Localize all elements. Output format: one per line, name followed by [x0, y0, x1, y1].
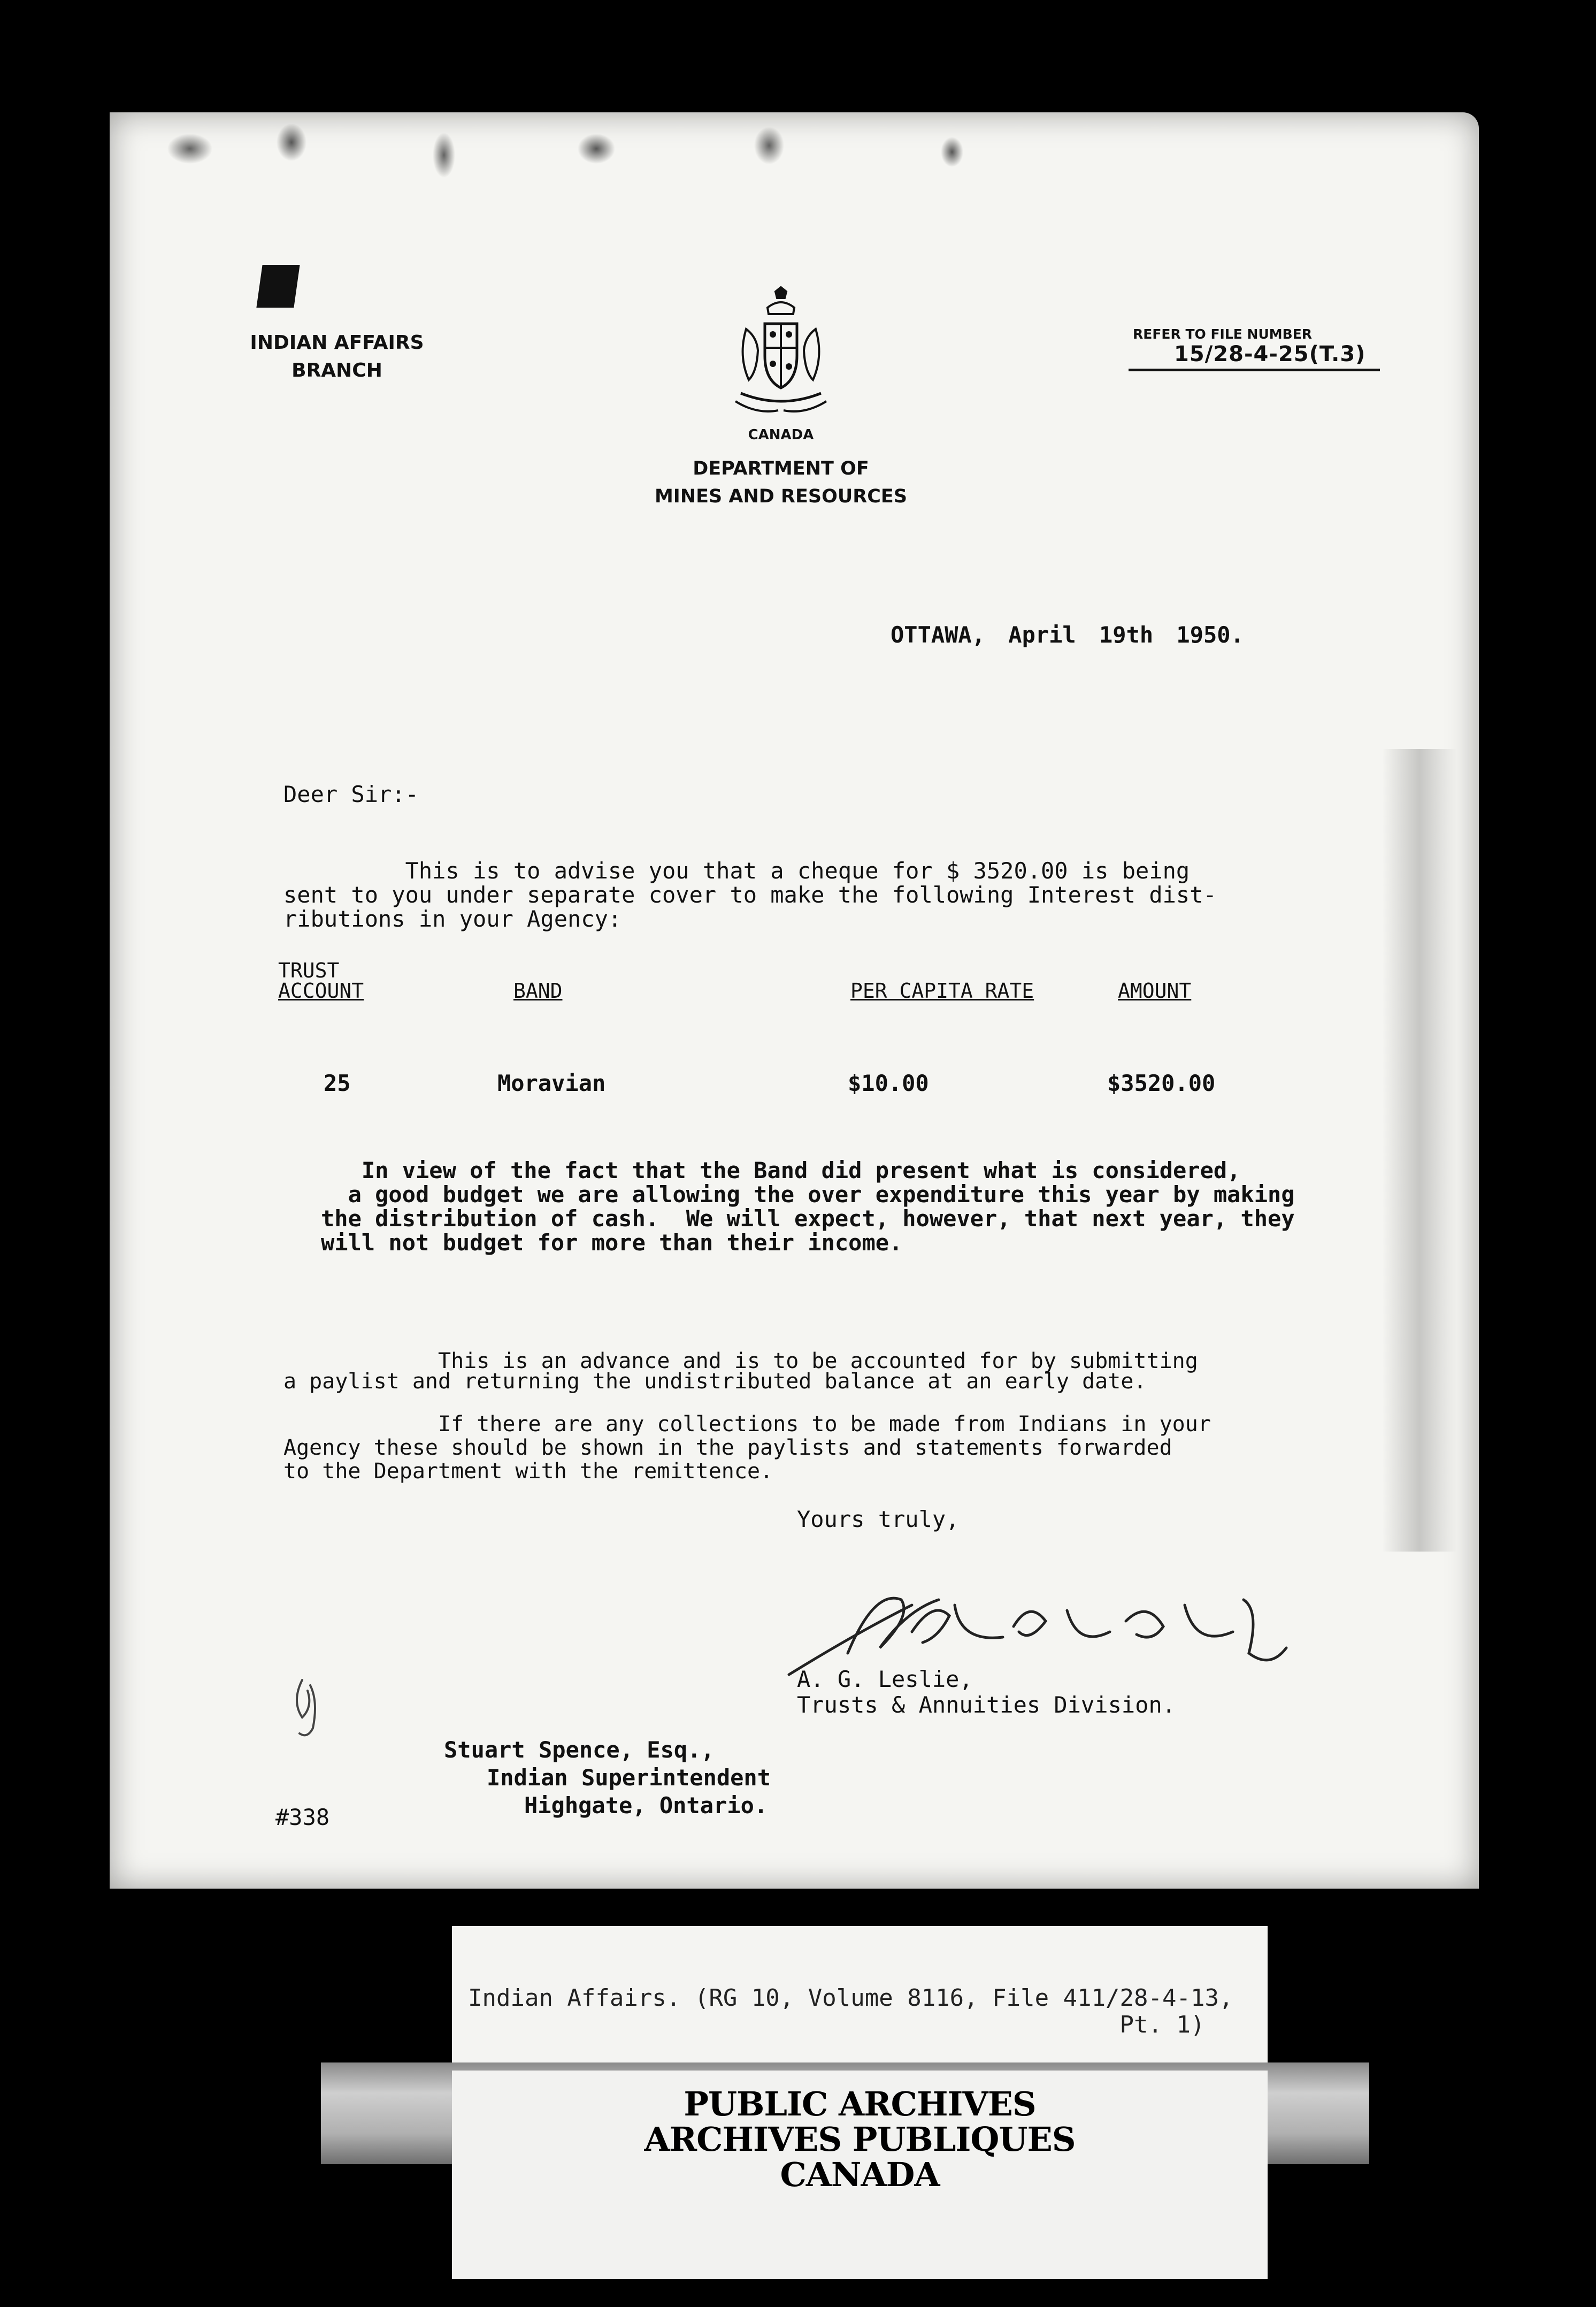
header-amount — [1118, 981, 1191, 1001]
header-trust-account — [278, 960, 364, 1001]
addressee-name: Stuart Spence, Esq., — [444, 1737, 715, 1763]
file-reference — [1129, 326, 1396, 371]
text-line: This is an advance and is to be accounted for by submitting — [283, 1349, 1198, 1373]
salutation: Deer Sir:- — [283, 781, 419, 807]
addressee-block — [444, 1736, 771, 1820]
paragraph-cheque — [283, 859, 1300, 931]
paragraph-budget — [321, 1158, 1364, 1255]
department-line-1: DEPARTMENT OF — [693, 458, 869, 479]
branch-line-2: BRANCH — [291, 360, 382, 381]
cell-amount: $3520.00 — [1107, 1070, 1216, 1096]
archive-citation-label — [452, 1926, 1268, 2076]
branch-heading — [241, 329, 433, 385]
header-amount-label: AMOUNT — [1118, 979, 1192, 1003]
text-line: ributions in your Agency: — [283, 906, 622, 932]
header-trust-line-1: TRUST — [278, 959, 340, 982]
stamp-line-1: PUBLIC ARCHIVES — [684, 2084, 1036, 2123]
text-line: sent to you under separate cover to make the following Interest dist- — [283, 882, 1217, 908]
branch-line-1: INDIAN AFFAIRS — [250, 332, 424, 354]
paragraph-collections — [283, 1412, 1300, 1483]
file-ref-number: 15/28-4-25(T.3) — [1129, 342, 1380, 371]
country-label: CANADA — [748, 427, 814, 443]
text-line: Agency these should be shown in the paylists and statements forwarded — [283, 1435, 1172, 1460]
coat-of-arms-icon — [725, 286, 837, 420]
addressee-title: Indian Superintendent — [487, 1764, 771, 1791]
paper-stain — [1382, 749, 1457, 1552]
handwritten-initials — [286, 1669, 329, 1744]
text-line: In view of the fact that the Band did present what is considered, — [321, 1157, 1241, 1183]
paragraph-advance — [283, 1351, 1300, 1392]
stamp-line-3: CANADA — [780, 2155, 940, 2194]
citation-text — [468, 1985, 1233, 2038]
header-band-label: BAND — [513, 979, 563, 1003]
text-line: to the Department with the remittence. — [283, 1459, 773, 1484]
stamp-line-2: ARCHIVES PUBLIQUES — [644, 2120, 1076, 2159]
addressee-location: Highgate, Ontario. — [524, 1792, 768, 1819]
header-rate-label: PER CAPITA RATE — [850, 979, 1034, 1003]
text-line: will not budget for more than their income. — [321, 1229, 903, 1256]
department-heading — [642, 427, 920, 510]
date-line: OTTAWA, April 19th 1950. — [891, 622, 1244, 648]
flag-mark-icon — [256, 265, 300, 308]
file-ref-label: REFER TO FILE NUMBER — [1133, 326, 1313, 342]
citation-line-2: Pt. 1) — [468, 2011, 1205, 2038]
text-line: the distribution of cash. We will expect, however, that next year, they — [321, 1205, 1295, 1232]
header-trust-line-2: ACCOUNT — [278, 979, 364, 1003]
cell-per-capita-rate: $10.00 — [848, 1070, 929, 1096]
text-line: a paylist and returning the undistributed balance at an early date. — [283, 1369, 1147, 1394]
citation-line-1: Indian Affairs. (RG 10, Volume 8116, File 411/28-4-13, — [468, 1984, 1233, 2012]
handwritten-signature — [778, 1568, 1297, 1680]
closing: Yours truly, — [797, 1506, 960, 1532]
signer-title: Trusts & Annuities Division. — [797, 1692, 1176, 1718]
header-per-capita-rate — [850, 981, 1034, 1001]
text-line: a good budget we are allowing the over expenditure this year by making — [321, 1181, 1295, 1208]
binding-marks — [139, 123, 1155, 187]
cell-band: Moravian — [497, 1070, 606, 1096]
text-line: This is to advise you that a cheque for $ 3520.00 is being — [283, 858, 1190, 884]
signer-block — [797, 1667, 1176, 1718]
stamp-text — [452, 2084, 1268, 2194]
archive-stamp — [452, 2071, 1268, 2279]
signer-name: A. G. Leslie, — [797, 1666, 973, 1692]
reference-number: #338 — [275, 1804, 330, 1830]
text-line: If there are any collections to be made from Indians in your — [283, 1412, 1211, 1437]
header-band — [513, 981, 563, 1001]
department-line-2: MINES AND RESOURCES — [654, 486, 908, 507]
cell-trust-account: 25 — [324, 1070, 351, 1096]
